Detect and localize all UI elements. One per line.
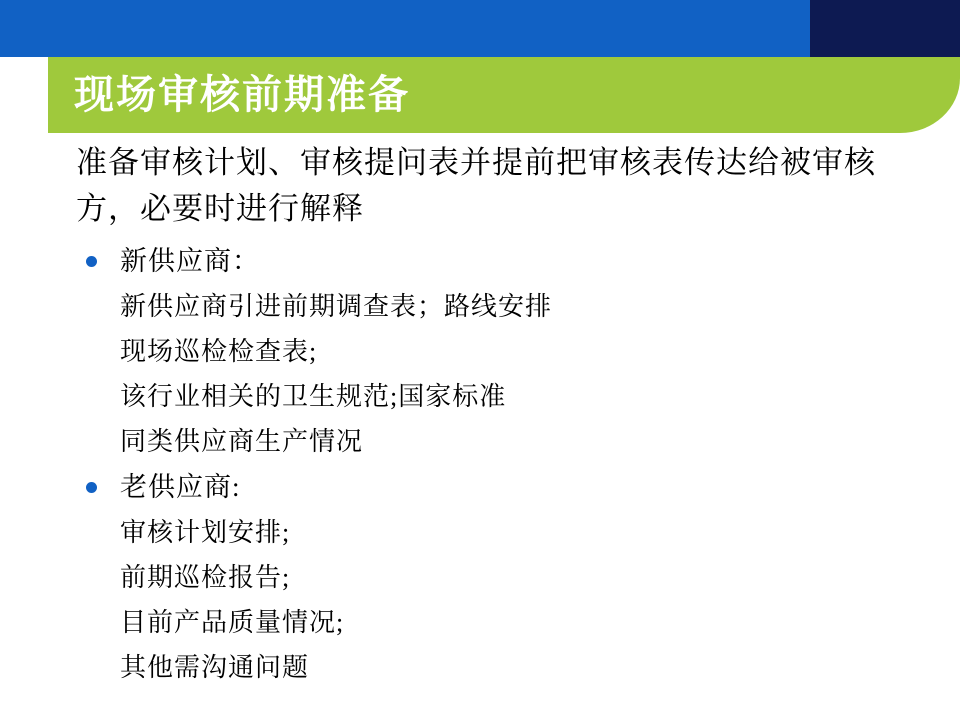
- sub-line: 该行业相关的卫生规范;国家标准: [120, 382, 507, 411]
- sub-line: 前期巡检报告;: [120, 563, 291, 592]
- bullet-dot-icon: [86, 256, 97, 267]
- page-title: 现场审核前期准备: [74, 72, 410, 117]
- sub-line: 其他需沟通问题: [120, 653, 310, 682]
- sub-line: 新供应商引进前期调查表；路线安排: [120, 292, 553, 321]
- bullet-heading-label: 老供应商:: [120, 472, 241, 502]
- bullet-heading-old-supplier: [86, 464, 960, 510]
- title-band-notch: [0, 57, 48, 133]
- sub-line: 现场巡检检查表;: [120, 337, 318, 366]
- bullet-heading-new-supplier: [86, 238, 960, 284]
- lead-paragraph: 准备审核计划、审核提问表并提前把审核表传达给被审核方，必要时进行解释: [76, 145, 876, 226]
- sub-line: 同类供应商生产情况: [120, 427, 364, 456]
- bullet-list: [0, 238, 960, 690]
- bullet-dot-icon: [86, 482, 97, 493]
- slide-body: [0, 140, 960, 690]
- list-item: [0, 464, 960, 690]
- list-item: [0, 238, 960, 464]
- header-band-blue: [0, 0, 810, 57]
- sub-line: 审核计划安排;: [120, 518, 291, 547]
- bullet-heading-label: 新供应商：: [120, 246, 260, 276]
- sub-line: 目前产品质量情况;: [120, 608, 345, 637]
